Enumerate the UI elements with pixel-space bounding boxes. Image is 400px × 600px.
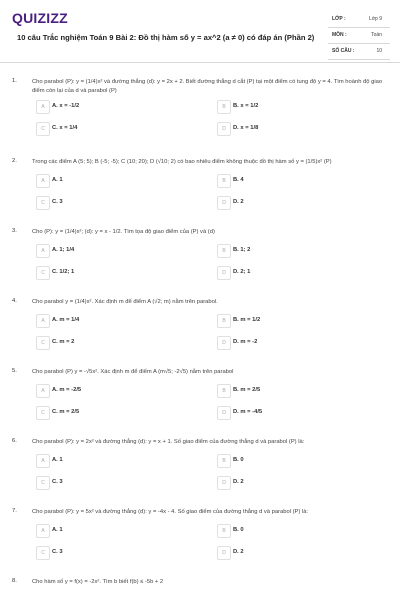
option-text: C. m = 2/5 bbox=[52, 409, 80, 415]
option-letter: A bbox=[36, 244, 50, 258]
option-text: A. 1 bbox=[52, 177, 63, 183]
option-letter: B bbox=[217, 384, 231, 398]
option-letter: B bbox=[217, 524, 231, 538]
option-a[interactable] bbox=[36, 314, 196, 328]
option-a[interactable] bbox=[36, 244, 196, 258]
option-letter: D bbox=[217, 546, 231, 560]
option-text: C. 3 bbox=[52, 199, 63, 205]
option-d[interactable] bbox=[217, 406, 377, 420]
option-text: A. 1 bbox=[52, 457, 63, 463]
question-text: Cho parabol (P) y = -√5x². Xác định m để điểm A (m√5; -2√5) nằm trên parabol bbox=[32, 369, 234, 375]
option-text: B. 4 bbox=[233, 177, 244, 183]
option-text: B. 1; 2 bbox=[233, 247, 251, 253]
option-text: B. m = 2/5 bbox=[233, 387, 261, 393]
option-c[interactable] bbox=[36, 476, 196, 490]
option-letter: D bbox=[217, 196, 231, 210]
option-letter: C bbox=[36, 266, 50, 280]
option-letter: B bbox=[217, 314, 231, 328]
option-text: B. 0 bbox=[233, 457, 244, 463]
option-text: C. 3 bbox=[52, 479, 63, 485]
option-c[interactable] bbox=[36, 546, 196, 560]
question-number: 5. bbox=[12, 368, 17, 374]
option-d[interactable] bbox=[217, 196, 377, 210]
quizizz-logo: QUIZIZZ bbox=[12, 10, 68, 26]
option-letter: D bbox=[217, 266, 231, 280]
option-text: C. m = 2 bbox=[52, 339, 75, 345]
meta-row-subject bbox=[328, 28, 390, 44]
question-number: 2. bbox=[12, 158, 17, 164]
option-a[interactable] bbox=[36, 100, 196, 114]
option-letter: A bbox=[36, 100, 50, 114]
question-number: 6. bbox=[12, 438, 17, 444]
option-letter: D bbox=[217, 122, 231, 136]
option-a[interactable] bbox=[36, 524, 196, 538]
question-text: Cho parabol y = (1/4)x². Xác định m để điểm A (√2; m) nằm trên parabol. bbox=[32, 299, 218, 305]
question-number: 1. bbox=[12, 78, 17, 84]
option-text: C. x = 1/4 bbox=[52, 125, 78, 131]
option-c[interactable] bbox=[36, 336, 196, 350]
option-b[interactable] bbox=[217, 174, 377, 188]
option-letter: C bbox=[36, 476, 50, 490]
meta-label: MÔN : bbox=[332, 32, 347, 38]
question-number: 7. bbox=[12, 508, 17, 514]
option-a[interactable] bbox=[36, 384, 196, 398]
question-number: 8. bbox=[12, 578, 17, 584]
option-letter: D bbox=[217, 476, 231, 490]
option-a[interactable] bbox=[36, 174, 196, 188]
option-c[interactable] bbox=[36, 196, 196, 210]
option-b[interactable] bbox=[217, 244, 377, 258]
option-b[interactable] bbox=[217, 100, 377, 114]
option-letter: A bbox=[36, 314, 50, 328]
question-text: Cho parabol (P): y = 2x² và đường thẳng (d): y = x + 1. Số giao điểm của đường thẳng d và parabol (P) là: bbox=[32, 439, 305, 445]
question-number: 3. bbox=[12, 228, 17, 234]
option-d[interactable] bbox=[217, 476, 377, 490]
option-text: A. 1; 1/4 bbox=[52, 247, 75, 253]
option-letter: C bbox=[36, 406, 50, 420]
option-text: D. m = -4/5 bbox=[233, 409, 263, 415]
option-c[interactable] bbox=[36, 122, 196, 136]
option-text: A. 1 bbox=[52, 527, 63, 533]
question-number: 4. bbox=[12, 298, 17, 304]
option-text: B. m = 1/2 bbox=[233, 317, 261, 323]
question-text: Cho (P): y = (1/4)x²; (d): y = x - 1/2. Tìm tọa độ giao điểm của (P) và (d) bbox=[32, 229, 215, 235]
option-text: D. m = -2 bbox=[233, 339, 258, 345]
option-text: D. 2; 1 bbox=[233, 269, 251, 275]
option-d[interactable] bbox=[217, 546, 377, 560]
option-b[interactable] bbox=[217, 314, 377, 328]
option-letter: A bbox=[36, 174, 50, 188]
option-text: D. 2 bbox=[233, 549, 244, 555]
worksheet-header bbox=[0, 0, 400, 63]
option-b[interactable] bbox=[217, 454, 377, 468]
option-letter: B bbox=[217, 174, 231, 188]
meta-row-count bbox=[328, 44, 390, 60]
question-text: Cho parabol (P): y = (1/4)x² và đường thẳng (d): y = 2x + 2. Biết đường thẳng d cắt (P) tại một điểm có tung độ y = 4. Tìm hoành độ giao điểm còn lại của d và parabol (P) bbox=[32, 79, 383, 94]
option-text: A. x = -1/2 bbox=[52, 103, 80, 109]
option-letter: D bbox=[217, 406, 231, 420]
option-a[interactable] bbox=[36, 454, 196, 468]
option-text: B. 0 bbox=[233, 527, 244, 533]
meta-row-class bbox=[328, 12, 390, 28]
question-text: Cho hàm số y = f(x) = -2x². Tìm b biết f(b) ≤ -5b + 2 bbox=[32, 579, 164, 585]
option-c[interactable] bbox=[36, 266, 196, 280]
meta-value: 10 bbox=[376, 48, 382, 54]
worksheet-title: 10 câu Trắc nghiệm Toán 9 Bài 2: Đồ thị hàm số y = ax^2 (a ≠ 0) có đáp án (Phần 2) bbox=[17, 33, 315, 42]
option-d[interactable] bbox=[217, 122, 377, 136]
option-letter: C bbox=[36, 336, 50, 350]
option-letter: A bbox=[36, 524, 50, 538]
option-letter: C bbox=[36, 546, 50, 560]
option-text: A. m = -2/5 bbox=[52, 387, 82, 393]
option-letter: A bbox=[36, 384, 50, 398]
question-text: Cho parabol (P): y = 5x² và đường thẳng (d): y = -4x - 4. Số giao điểm của đường thẳng d và parabol (P) là: bbox=[32, 509, 309, 515]
option-c[interactable] bbox=[36, 406, 196, 420]
option-d[interactable] bbox=[217, 336, 377, 350]
option-letter: C bbox=[36, 196, 50, 210]
option-letter: B bbox=[217, 454, 231, 468]
option-b[interactable] bbox=[217, 524, 377, 538]
option-letter: B bbox=[217, 100, 231, 114]
option-d[interactable] bbox=[217, 266, 377, 280]
question-text: Trong các điểm A (5; 5); B (-5; -5); C (10; 20); D (√10; 2) có bao nhiêu điểm không thuộc đồ thị hàm số y = (1/5)x² (P) bbox=[32, 159, 332, 165]
option-text: D. 2 bbox=[233, 479, 244, 485]
option-letter: D bbox=[217, 336, 231, 350]
option-b[interactable] bbox=[217, 384, 377, 398]
option-text: C. 3 bbox=[52, 549, 63, 555]
option-text: C. 1/2; 1 bbox=[52, 269, 75, 275]
option-letter: A bbox=[36, 454, 50, 468]
meta-table bbox=[328, 12, 390, 60]
meta-value: Toán bbox=[371, 32, 382, 38]
option-letter: C bbox=[36, 122, 50, 136]
option-text: A. m = 1/4 bbox=[52, 317, 80, 323]
meta-value: Lớp 9 bbox=[368, 16, 382, 22]
meta-label: LỚP : bbox=[332, 16, 346, 22]
option-text: B. x = 1/2 bbox=[233, 103, 259, 109]
option-letter: B bbox=[217, 244, 231, 258]
meta-label: SỐ CÂU : bbox=[332, 48, 355, 54]
option-text: D. 2 bbox=[233, 199, 244, 205]
option-text: D. x = 1/8 bbox=[233, 125, 259, 131]
